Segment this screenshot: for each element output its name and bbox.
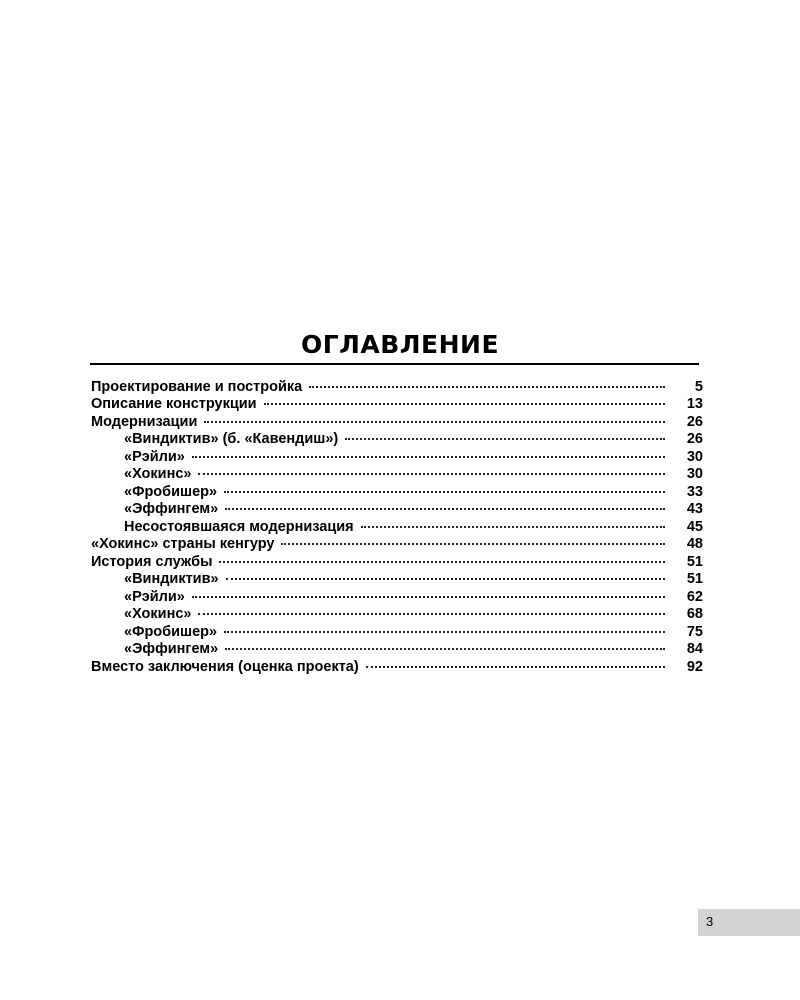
toc-entry-title: «Фробишер»: [124, 623, 218, 640]
toc-entry-page: 13: [686, 396, 703, 412]
toc-entry-title: Несостоявшаяся модернизация: [124, 518, 354, 535]
toc-dot-leader: [281, 531, 665, 549]
toc-entry-title: «Хокинс»: [124, 466, 192, 482]
toc-entry-title: «Хокинс»: [124, 606, 192, 622]
toc-entry-title: «Эффингем»: [124, 501, 219, 517]
toc-entry-page: 75: [686, 623, 703, 640]
toc-entry-title: «Виндиктив»: [124, 571, 219, 587]
toc-entry-page: 48: [686, 536, 703, 552]
toc-entry-title: «Эффингем»: [124, 641, 219, 657]
toc-dot-leader: [226, 566, 665, 584]
toc-entry-page: 26: [686, 413, 703, 430]
toc-dot-leader: [224, 478, 665, 496]
toc-dot-leader: [224, 618, 665, 636]
toc-entry-page: 68: [686, 606, 703, 622]
toc-entry-title: Описание конструкции: [91, 396, 257, 412]
toc-entry-title: Модернизации: [91, 413, 198, 430]
toc-dot-leader: [366, 653, 665, 671]
toc-dot-leader: [198, 461, 665, 479]
toc-entry-page: 51: [686, 571, 703, 587]
title-underline: [90, 363, 699, 365]
toc-entry-page: 30: [686, 448, 703, 465]
toc-dot-leader: [204, 408, 665, 426]
toc-entry-title: «Рэйли»: [124, 588, 185, 605]
toc-entry-title: «Виндиктив» (б. «Кавендиш»): [124, 431, 339, 447]
toc-dot-leader: [198, 601, 665, 619]
toc-dot-leader: [192, 583, 665, 601]
toc-dot-leader: [225, 496, 665, 514]
toc-entry-title: «Хокинс» страны кенгуру: [91, 536, 275, 552]
page-number-tab: [698, 909, 800, 936]
toc-entry-page: 26: [686, 431, 703, 447]
toc-dot-leader: [345, 426, 665, 444]
toc-entry-page: 5: [694, 378, 703, 395]
toc-entry-page: 45: [686, 518, 703, 535]
toc-dot-leader: [361, 513, 665, 531]
toc-entry: [91, 373, 703, 395]
toc-dot-leader: [264, 391, 665, 409]
page-title: ОГЛАВЛЕНИЕ: [300, 330, 500, 359]
toc-entry-page: 51: [686, 553, 703, 570]
toc-dot-leader: [192, 443, 665, 461]
toc-dot-leader: [225, 636, 665, 654]
toc-list: [91, 373, 703, 675]
toc-entry-title: Проектирование и постройка: [91, 378, 303, 395]
toc-dot-leader: [309, 373, 665, 391]
toc-entry-page: 43: [686, 501, 703, 517]
toc-entry-page: 30: [686, 466, 703, 482]
toc-entry-page: 92: [686, 658, 703, 675]
toc-dot-leader: [219, 548, 665, 566]
toc-entry-title: Вместо заключения (оценка проекта): [91, 658, 359, 675]
toc-entry-page: 84: [686, 641, 703, 657]
toc-entry-page: 62: [686, 588, 703, 605]
toc-entry-title: «Рэйли»: [124, 448, 185, 465]
page-number: 3: [706, 914, 714, 929]
toc-entry-title: История службы: [91, 553, 213, 570]
toc-entry-page: 33: [686, 483, 703, 500]
toc-entry-title: «Фробишер»: [124, 483, 218, 500]
